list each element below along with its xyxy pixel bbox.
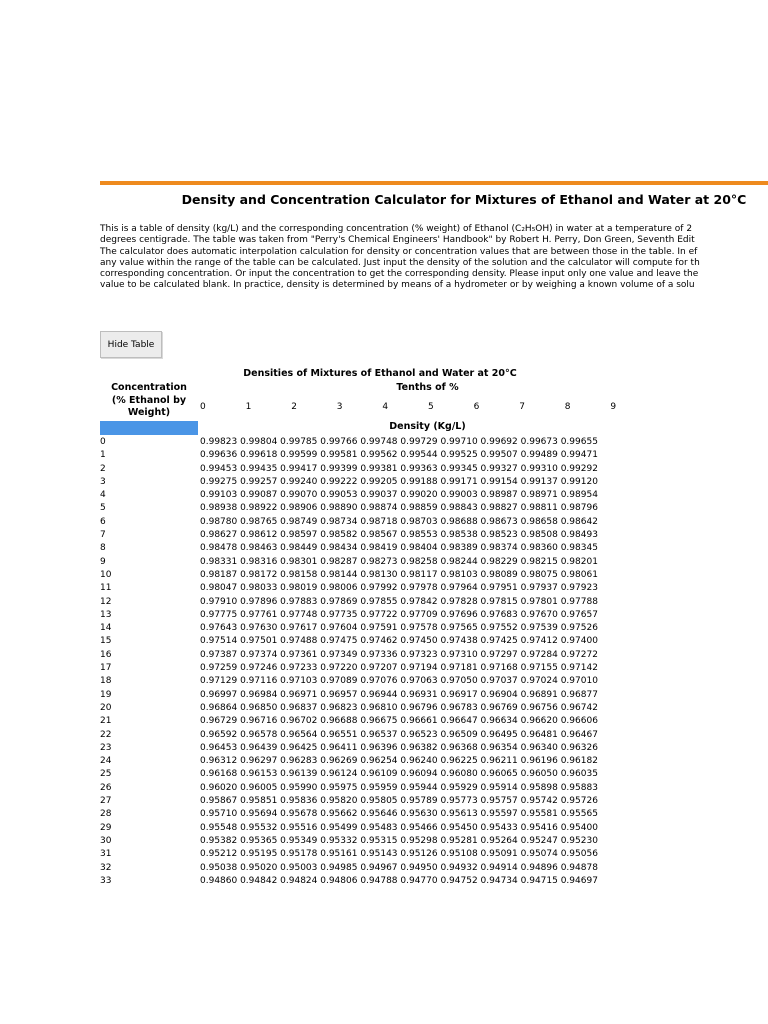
density-values: 0.94860 0.94842 0.94824 0.94806 0.94788 0.94770 0.94752 0.94734 0.94715 0.94697 [200, 875, 598, 886]
tenths-digit: 6 [473, 402, 480, 412]
concentration-cell: 12 [100, 596, 112, 607]
density-values: 0.96453 0.96439 0.96425 0.96411 0.96396 0.96382 0.96368 0.96354 0.96340 0.96326 [200, 742, 598, 753]
table-row [100, 862, 660, 875]
concentration-cell: 32 [100, 862, 112, 873]
intro-line: corresponding concentration. Or input the concentration to get the corresponding density. Please input only one value and leave the [100, 269, 699, 280]
table-row [100, 569, 660, 582]
concentration-cell: 16 [100, 649, 112, 660]
concentration-cell: 15 [100, 636, 112, 647]
concentration-cell: 11 [100, 583, 112, 594]
density-values: 0.96592 0.96578 0.96564 0.96551 0.96537 0.96523 0.96509 0.96495 0.96481 0.96467 [200, 729, 598, 740]
concentration-cell: 1 [100, 450, 106, 461]
concentration-cell: 10 [100, 569, 112, 580]
tenths-digit: 9 [610, 402, 617, 412]
density-values: 0.97514 0.97501 0.97488 0.97475 0.97462 0.97450 0.97438 0.97425 0.97412 0.97400 [200, 636, 598, 647]
density-values: 0.96168 0.96153 0.96139 0.96124 0.96109 0.96094 0.96080 0.96065 0.96050 0.96035 [200, 769, 598, 780]
table-row [100, 529, 660, 542]
density-values: 0.95212 0.95195 0.95178 0.95161 0.95143 0.95126 0.95108 0.95091 0.95074 0.95056 [200, 849, 598, 860]
concentration-cell: 2 [100, 463, 106, 474]
table-row [100, 768, 660, 781]
density-header: Density (Kg/L) [389, 421, 466, 432]
density-values: 0.97910 0.97896 0.97883 0.97869 0.97855 0.97842 0.97828 0.97815 0.97801 0.97788 [200, 596, 598, 607]
density-values: 0.97775 0.97761 0.97748 0.97735 0.97722 0.97709 0.97696 0.97683 0.97670 0.97657 [200, 609, 598, 620]
table-row [100, 782, 660, 795]
density-values: 0.99636 0.99618 0.99599 0.99581 0.99562 0.99544 0.99525 0.99507 0.99489 0.99471 [200, 450, 598, 461]
table-row [100, 635, 660, 648]
table-row [100, 702, 660, 715]
density-values: 0.95867 0.95851 0.95836 0.95820 0.95805 0.95789 0.95773 0.95757 0.95742 0.95726 [200, 796, 598, 807]
table-row [100, 476, 660, 489]
table-row [100, 609, 660, 622]
tenths-header: Tenths of % [396, 382, 459, 393]
concentration-cell: 20 [100, 702, 112, 713]
page-title: Density and Concentration Calculator for Mixtures of Ethanol and Water at 20°C [181, 192, 747, 207]
concentration-cell: 29 [100, 822, 112, 833]
concentration-cell: 6 [100, 516, 106, 527]
density-values: 0.96312 0.96297 0.96283 0.96269 0.96254 0.96240 0.96225 0.96211 0.96196 0.96182 [200, 756, 598, 767]
concentration-cell: 7 [100, 530, 106, 541]
accent-bar [100, 181, 768, 185]
table-row [100, 436, 660, 449]
concentration-cell: 9 [100, 556, 106, 567]
density-values: 0.96020 0.96005 0.95990 0.95975 0.95959 0.95944 0.95929 0.95914 0.95898 0.95883 [200, 782, 598, 793]
intro-line: value to be calculated blank. In practice, density is determined by means of a hydrometer or by weighing a known volume of a solu [100, 280, 695, 291]
table-row [100, 463, 660, 476]
intro-line: This is a table of density (kg/L) and the corresponding concentration (% weight) of Ethanol (C₂H₅OH) in water at a temperature of 2 [100, 224, 693, 234]
concentration-cell: 21 [100, 716, 112, 727]
table-row [100, 489, 660, 502]
concentration-cell: 31 [100, 849, 112, 860]
table-row [100, 729, 660, 742]
table-row [100, 502, 660, 515]
tenths-digit: 5 [428, 402, 434, 412]
concentration-cell: 17 [100, 663, 112, 674]
hide-table-button[interactable]: Hide Table [100, 331, 162, 358]
density-values: 0.99453 0.99435 0.99417 0.99399 0.99381 0.99363 0.99345 0.99327 0.99310 0.99292 [200, 463, 598, 474]
concentration-header-line: (% Ethanol by [111, 394, 187, 406]
tenths-digit: 7 [519, 402, 525, 412]
density-values: 0.95382 0.95365 0.95349 0.95332 0.95315 0.95298 0.95281 0.95264 0.95247 0.95230 [200, 835, 598, 846]
density-values: 0.99103 0.99087 0.99070 0.99053 0.99037 0.99020 0.99003 0.98987 0.98971 0.98954 [200, 490, 598, 501]
table-row [100, 622, 660, 635]
table-row [100, 675, 660, 688]
concentration-cell: 33 [100, 875, 112, 886]
tenths-digit: 0 [200, 402, 206, 412]
table-title: Densities of Mixtures of Ethanol and Water at 20°C [243, 368, 517, 379]
table-row [100, 542, 660, 555]
concentration-cell: 25 [100, 769, 112, 780]
density-values: 0.99275 0.99257 0.99240 0.99222 0.99205 0.99188 0.99171 0.99154 0.99137 0.99120 [200, 476, 598, 487]
table-row [100, 556, 660, 569]
table-row [100, 755, 660, 768]
density-values: 0.98938 0.98922 0.98906 0.98890 0.98874 0.98859 0.98843 0.98827 0.98811 0.98796 [200, 503, 598, 514]
table-row [100, 875, 660, 888]
table-row [100, 795, 660, 808]
density-values: 0.98627 0.98612 0.98597 0.98582 0.98567 0.98553 0.98538 0.98523 0.98508 0.98493 [200, 530, 598, 541]
concentration-cell: 4 [100, 490, 106, 501]
concentration-header [100, 382, 198, 420]
density-values: 0.98047 0.98033 0.98019 0.98006 0.97992 0.97978 0.97964 0.97951 0.97937 0.97923 [200, 583, 598, 594]
concentration-cell: 13 [100, 609, 112, 620]
tenths-digit-row [200, 402, 660, 414]
table-row [100, 835, 660, 848]
concentration-cell: 0 [100, 437, 106, 447]
table-row [100, 582, 660, 595]
concentration-cell: 27 [100, 796, 112, 807]
density-values: 0.96997 0.96984 0.96971 0.96957 0.96944 0.96931 0.96917 0.96904 0.96891 0.96877 [200, 689, 598, 700]
density-values: 0.98780 0.98765 0.98749 0.98734 0.98718 0.98703 0.98688 0.98673 0.98658 0.98642 [200, 516, 598, 527]
density-values: 0.96729 0.96716 0.96702 0.96688 0.96675 0.96661 0.96647 0.96634 0.96620 0.96606 [200, 716, 598, 727]
table-row [100, 822, 660, 835]
tenths-digit: 4 [382, 402, 389, 412]
density-values: 0.96864 0.96850 0.96837 0.96823 0.96810 0.96796 0.96783 0.96769 0.96756 0.96742 [200, 702, 598, 713]
concentration-cell: 19 [100, 689, 112, 700]
concentration-header-line: Weight) [127, 407, 171, 418]
density-values: 0.95038 0.95020 0.95003 0.94985 0.94967 0.94950 0.94932 0.94914 0.94896 0.94878 [200, 862, 598, 873]
intro-line: degrees centigrade. The table was taken from "Perry's Chemical Engineers' Handbook" by Robert H. Perry, Don Green, Seventh Edit [100, 235, 695, 246]
table-row [100, 649, 660, 662]
density-values: 0.97387 0.97374 0.97361 0.97349 0.97336 0.97323 0.97310 0.97297 0.97284 0.97272 [200, 649, 598, 660]
concentration-header-line: Concentration [111, 382, 187, 393]
concentration-cell: 18 [100, 676, 112, 687]
tenths-digit: 2 [291, 402, 297, 412]
table-row [100, 715, 660, 728]
table-row [100, 662, 660, 675]
density-values: 0.97129 0.97116 0.97103 0.97089 0.97076 0.97063 0.97050 0.97037 0.97024 0.97010 [200, 676, 598, 687]
concentration-cell: 28 [100, 809, 112, 820]
tenths-digit: 3 [336, 402, 343, 412]
table-row [100, 742, 660, 755]
density-values: 0.98478 0.98463 0.98449 0.98434 0.98419 0.98404 0.98389 0.98374 0.98360 0.98345 [200, 543, 598, 554]
concentration-cell: 5 [100, 503, 106, 514]
tenths-digit: 1 [245, 402, 252, 412]
density-table-body [100, 436, 660, 888]
density-values: 0.98187 0.98172 0.98158 0.98144 0.98130 0.98117 0.98103 0.98089 0.98075 0.98061 [200, 569, 598, 580]
density-values: 0.97643 0.97630 0.97617 0.97604 0.97591 0.97578 0.97565 0.97552 0.97539 0.97526 [200, 623, 598, 634]
concentration-cell: 8 [100, 543, 106, 554]
table-row [100, 596, 660, 609]
concentration-cell: 14 [100, 623, 112, 634]
density-values: 0.95710 0.95694 0.95678 0.95662 0.95646 0.95630 0.95613 0.95597 0.95581 0.95565 [200, 809, 598, 820]
table-row [100, 516, 660, 529]
intro-line: The calculator does automatic interpolation calculation for density or concentration values that are between those in the table. In ef [100, 246, 698, 257]
tenths-digit: 8 [564, 402, 571, 412]
concentration-header-cell [100, 421, 198, 435]
concentration-cell: 3 [100, 476, 106, 487]
concentration-cell: 30 [100, 835, 112, 846]
density-values: 0.99823 0.99804 0.99785 0.99766 0.99748 0.99729 0.99710 0.99692 0.99673 0.99655 [200, 437, 598, 447]
density-values: 0.97259 0.97246 0.97233 0.97220 0.97207 0.97194 0.97181 0.97168 0.97155 0.97142 [200, 663, 598, 674]
concentration-cell: 23 [100, 742, 112, 753]
density-values: 0.98331 0.98316 0.98301 0.98287 0.98273 0.98258 0.98244 0.98229 0.98215 0.98201 [200, 556, 598, 567]
table-row [100, 689, 660, 702]
density-values: 0.95548 0.95532 0.95516 0.95499 0.95483 0.95466 0.95450 0.95433 0.95416 0.95400 [200, 822, 598, 833]
intro-line: any value within the range of the table can be calculated. Just input the density of the solution and the calculator will compute for th [100, 257, 700, 268]
concentration-cell: 26 [100, 782, 112, 793]
table-row [100, 449, 660, 462]
concentration-cell: 22 [100, 729, 112, 740]
table-row [100, 848, 660, 861]
intro-paragraph [100, 224, 768, 292]
concentration-cell: 24 [100, 756, 112, 767]
table-row [100, 808, 660, 821]
